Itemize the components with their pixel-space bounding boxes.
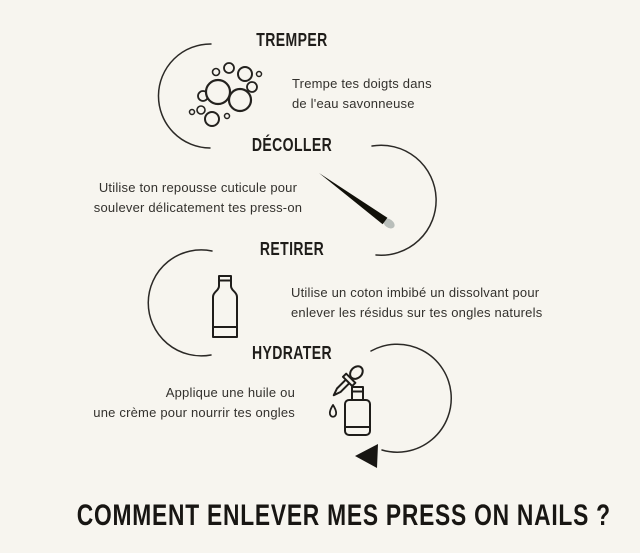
step-text-line: Trempe tes doigts dans [292,76,432,91]
oil-dropper-icon [315,358,385,443]
arc-step-retirer [148,250,212,356]
page-title: COMMENT ENLEVER MES PRESS ON NAILS ? [76,499,611,532]
step-text-line: enlever les résidus sur tes ongles naturels [291,305,543,320]
step-label-hydrater: HYDRATER [251,343,333,363]
step-text-line: une crème pour nourrir tes ongles [93,405,295,420]
step-text-line: Utilise ton repousse cuticule pour [98,180,298,195]
soap-bubbles-icon [180,55,275,130]
step-text-line: Applique une huile ou [165,385,295,400]
step-label-retirer: RETIRER [259,239,325,259]
step-label-decoller: DÉCOLLER [251,135,333,155]
step-text-hydrater [35,383,295,423]
remover-bottle-icon [205,270,250,345]
step-text-line: soulever délicatement tes press-on [93,200,303,215]
flow-arrowhead-icon [355,444,378,468]
step-text-tremper [292,74,472,114]
step-text-line: de l'eau savonneuse [292,96,415,111]
step-text-retirer [291,283,561,323]
step-label-tremper: TREMPER [256,30,328,50]
cuticle-pusher-icon [310,165,405,230]
step-text-line: Utilise un coton imbibé un dissolvant pour [291,285,540,300]
